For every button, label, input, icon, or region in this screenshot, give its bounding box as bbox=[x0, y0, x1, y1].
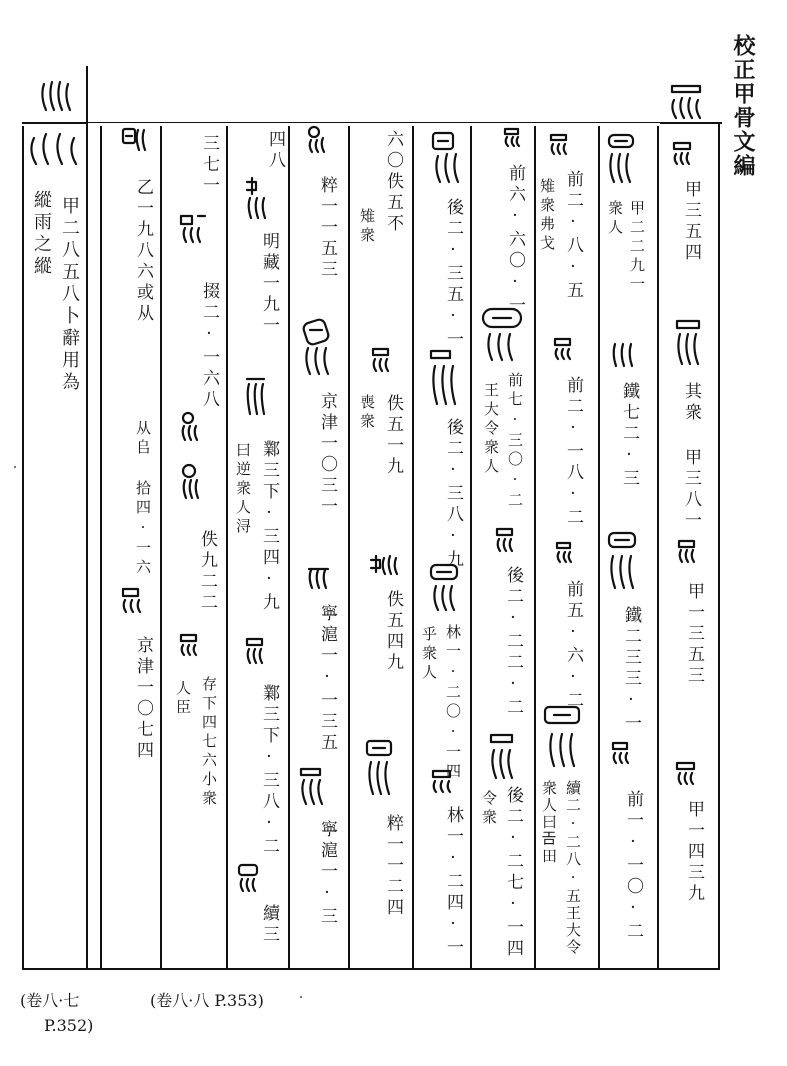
glyph-icon bbox=[178, 212, 208, 246]
footnote-left-line1: (卷八·七 bbox=[20, 991, 80, 1010]
column-divider bbox=[412, 126, 414, 968]
entry-text: 甲二二九一 bbox=[628, 200, 646, 295]
glyph-icon bbox=[178, 632, 202, 658]
glyph-icon bbox=[236, 862, 262, 894]
entry-text: 前七·三〇·二 bbox=[506, 372, 524, 511]
glyph-icon bbox=[120, 586, 146, 616]
glyph-icon bbox=[542, 704, 582, 770]
footnote-center: (卷八·八 P.353) bbox=[150, 991, 264, 1010]
entry-text: 令衆 bbox=[480, 790, 498, 828]
footnote-left-line2: P.352) bbox=[44, 1016, 94, 1035]
page-title: 校正甲骨文編 bbox=[730, 34, 756, 178]
column-divider bbox=[86, 66, 88, 968]
entry-text: 从𠂤 拾四·一六 bbox=[134, 420, 152, 578]
bottom-rule bbox=[22, 968, 720, 970]
glyph-icon bbox=[300, 318, 334, 378]
entry-text: 鐵二三三·一 bbox=[621, 606, 641, 735]
column-divider bbox=[288, 126, 290, 968]
header-rule bbox=[88, 122, 718, 123]
entry-text: 喪衆 bbox=[358, 394, 376, 432]
glyph-icon bbox=[298, 766, 326, 808]
glyph-icon bbox=[502, 126, 524, 148]
glyph-icon bbox=[676, 538, 700, 564]
glyph-icon bbox=[552, 336, 576, 362]
entry-text: 佚五一九 bbox=[383, 394, 403, 478]
entry-text: 乙一九八六或从 bbox=[133, 178, 153, 325]
entry-text: 鐵七二·三 bbox=[619, 382, 639, 490]
glyph-icon bbox=[428, 562, 460, 614]
glyph-icon bbox=[610, 340, 636, 370]
glyph-icon bbox=[244, 636, 268, 666]
entry-text: 續三 bbox=[259, 904, 279, 946]
entry-text: 存下四七六小衆 bbox=[200, 676, 218, 809]
column-divider bbox=[22, 126, 24, 968]
entry-text: 林一·二〇·一四 bbox=[444, 624, 462, 782]
glyph-icon bbox=[306, 124, 330, 154]
entry-text: 後二·三五·一 bbox=[443, 198, 463, 351]
column-divider bbox=[348, 126, 350, 968]
column-divider bbox=[226, 126, 228, 968]
scan-speck bbox=[14, 466, 16, 468]
column-divider bbox=[160, 126, 162, 968]
glyph-icon bbox=[180, 410, 200, 444]
entry-text: 六〇佚五不 bbox=[383, 130, 403, 235]
entry-text: 甲一四三九 bbox=[684, 800, 704, 905]
entry-text: 鄴三下·三四·九 bbox=[259, 440, 279, 614]
entry-text: 雉衆 bbox=[358, 208, 376, 246]
entry-text: 林一·二四·一 bbox=[443, 806, 463, 959]
column-divider bbox=[718, 122, 720, 970]
entry-text: 雉衆弗戈 bbox=[538, 178, 556, 254]
entry-text: 縱雨之縱 bbox=[31, 190, 52, 278]
glyph-icon bbox=[244, 176, 270, 222]
column-divider bbox=[100, 126, 102, 968]
glyph-icon bbox=[674, 760, 700, 786]
glyph-icon bbox=[554, 540, 576, 564]
heading-glyph-top-right-icon bbox=[668, 82, 704, 122]
entry-text: 粹一一五三 bbox=[317, 176, 337, 281]
entry-text: 甲二八五八卜辭用為 bbox=[59, 196, 80, 394]
entry-text: 前六·六〇·一 bbox=[505, 164, 525, 317]
glyph-icon bbox=[670, 140, 696, 166]
entry-text: 掇二·一六八 bbox=[199, 282, 219, 411]
entry-text: 人臣 bbox=[174, 680, 192, 718]
entry-text: 王大令衆人 bbox=[482, 382, 500, 477]
glyph-icon bbox=[494, 526, 518, 554]
entry-text: 前五·六·二 bbox=[563, 580, 583, 712]
glyph-icon bbox=[370, 346, 394, 374]
entry-text: 續二·二八·五王大令 bbox=[564, 780, 582, 956]
glyph-icon bbox=[674, 318, 702, 368]
entry-text: 佚五四九 bbox=[383, 590, 403, 674]
glyph-icon bbox=[606, 530, 638, 592]
glyph-icon bbox=[430, 768, 456, 794]
entry-text: 衆人曰𢀛田 bbox=[540, 780, 558, 865]
glyph-icon bbox=[480, 306, 524, 364]
glyph-icon bbox=[428, 348, 460, 410]
glyph-icon bbox=[364, 738, 394, 800]
entry-text: 粹一一二四 bbox=[383, 814, 403, 919]
entry-text: 前二·八·五 bbox=[563, 170, 583, 302]
entry-text: 前一·一〇·二 bbox=[623, 790, 643, 943]
entry-text: 京津一〇七四 bbox=[133, 636, 153, 762]
entry-text: 甲一三五三 bbox=[684, 582, 704, 687]
entry-text: 鄴三下·三八·二 bbox=[259, 684, 279, 858]
column-divider bbox=[598, 126, 600, 968]
glyph-icon bbox=[306, 566, 332, 592]
entry-text: 前二·一八·二 bbox=[563, 376, 583, 529]
glyph-icon bbox=[548, 132, 574, 156]
glyph-icon bbox=[488, 732, 516, 784]
entry-text: 京津一〇三一 bbox=[317, 392, 337, 518]
entry-text: 後二·三八·九 bbox=[443, 418, 463, 571]
entry-text: 寧滬一·一三五 bbox=[317, 604, 337, 754]
entry-text: 寧滬一·三 bbox=[317, 820, 337, 928]
entry-text: 後二·二二·二 bbox=[503, 566, 523, 719]
heading-glyph-top-left-icon bbox=[38, 80, 74, 114]
glyph-icon bbox=[368, 552, 398, 578]
glyph-icon bbox=[244, 376, 268, 422]
glyph-icon bbox=[180, 462, 204, 502]
glyph-icon bbox=[610, 740, 632, 766]
top-rule-left bbox=[22, 122, 86, 124]
entry-text: 四八 bbox=[265, 130, 285, 172]
entry-text: 佚九二二 bbox=[197, 530, 217, 614]
column-divider bbox=[657, 126, 659, 968]
entry-text: 後二·二七·一四 bbox=[503, 786, 523, 960]
entry-text: 明藏一九一 bbox=[259, 232, 279, 337]
entry-text: 其衆 甲三八一 bbox=[681, 382, 701, 532]
glyph-icon bbox=[120, 126, 148, 156]
entry-text: 三七一 bbox=[199, 134, 219, 197]
entry-text: 衆人 bbox=[606, 200, 624, 238]
glyph-icon bbox=[430, 130, 464, 186]
entry-text: 曰逆衆人浔 bbox=[234, 442, 252, 537]
glyph-icon bbox=[606, 132, 636, 186]
entry-text: 甲三五四 bbox=[681, 180, 701, 264]
entry-text: 乎衆人 bbox=[420, 626, 438, 683]
column-divider bbox=[470, 126, 472, 968]
scan-speck bbox=[300, 996, 302, 998]
glyph-icon bbox=[26, 130, 82, 168]
